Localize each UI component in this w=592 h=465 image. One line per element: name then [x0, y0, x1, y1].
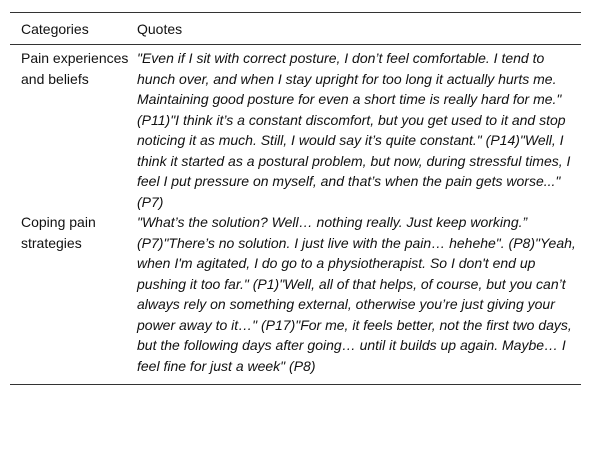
table-row [10, 45, 581, 212]
quote-cell: "What’s the solution? Well… nothing really. Just keep working.” (P7)"There’s no solution. I just live with the pain… hehehe". (P8)"Yeah, when I'm agitated, I do go to a physiotherapist. So I don't end up pushing it too far." (P1)"Well, all of that helps, of course, but you can’t always rely on something external, otherwise you’re just giving your power away to it…" (P17)"For me, it feels better, not the first two days, but the following days after going… until it builds up again. Maybe… I feel fine for just a week" (P8) [137, 214, 576, 374]
quote-cell: "Even if I sit with correct posture, I don’t feel comfortable. I tend to hunch over, and when I stay upright for too long it actually hurts me. Maintaining good posture for even a short time is really hard for me." (P11)"I think it’s a constant discomfort, but you get used to it and stop noticing it as much. Still, I would say it’s quite constant." (P14)"Well, I think it started as a postural problem, but now, during stressful times, I feel I put pressure on myself, and that’s when the pain gets worse..." (P7) [137, 50, 571, 210]
table-header-row [10, 13, 581, 45]
category-cell: Coping pain strategies [21, 214, 96, 251]
quotes-table [10, 12, 581, 385]
header-categories: Categories [21, 20, 89, 37]
category-cell: Pain experiences and beliefs [21, 50, 129, 87]
header-quotes: Quotes [137, 20, 183, 37]
table-row [10, 212, 581, 384]
